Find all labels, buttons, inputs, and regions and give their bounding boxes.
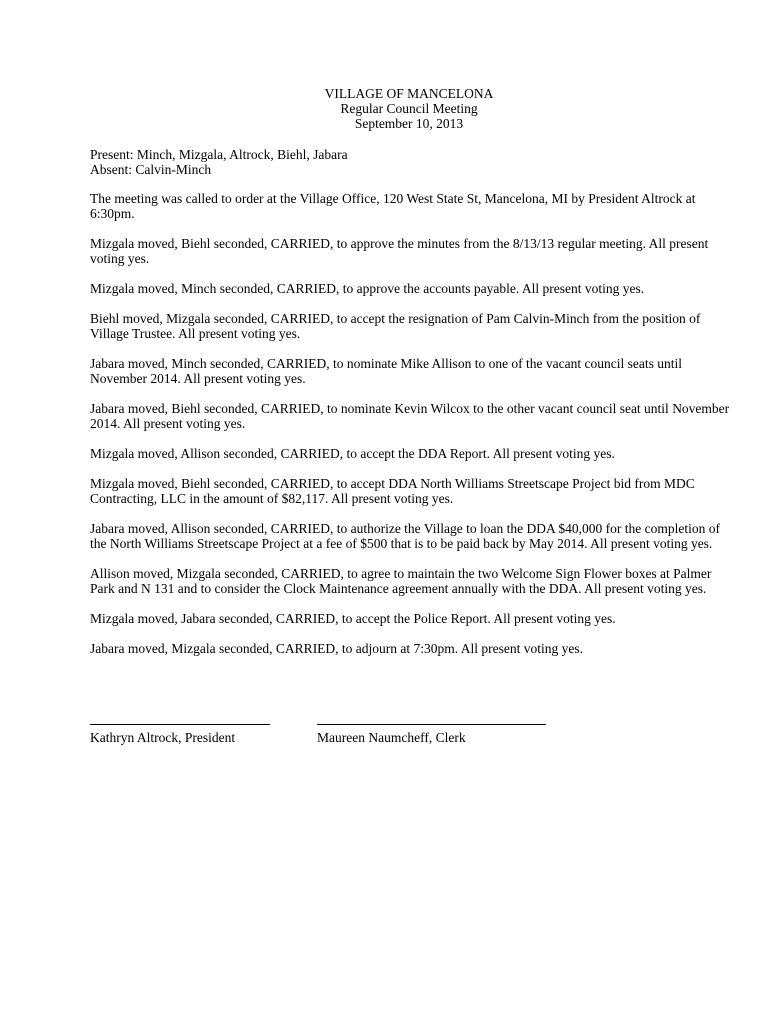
paragraph-dda-loan: Jabara moved, Allison seconded, CARRIED, to authorize the Village to loan the DDA $40,000 for the completion of the North Williams Streetscape Project at a fee of $500 that is to be paid back by May 2014. All present voting yes.: [90, 521, 720, 551]
paragraph-dda-report: Mizgala moved, Allison seconded, CARRIED, to accept the DDA Report. All present voting yes.: [90, 446, 615, 461]
document-title: VILLAGE OF MANCELONA: [324, 86, 494, 101]
signature-block: [90, 716, 730, 756]
clerk-signature: [317, 716, 546, 745]
paragraph-resignation: Biehl moved, Mizgala seconded, CARRIED, to accept the resignation of Pam Calvin-Minch from the position of Village Trustee. All present voting yes.: [90, 311, 701, 341]
minutes-body: [90, 147, 730, 671]
document-header: [0, 86, 770, 131]
paragraph-adjourn: Jabara moved, Mizgala seconded, CARRIED, to adjourn at 7:30pm. All present voting yes.: [90, 641, 584, 656]
paragraph-nominate-wilcox: Jabara moved, Biehl seconded, CARRIED, to nominate Kevin Wilcox to the other vacant council seat until November 2014. All present voting yes.: [90, 401, 730, 431]
clerk-signature-line: [317, 724, 546, 725]
present-line: Present: Minch, Mizgala, Altrock, Biehl, Jabara: [90, 147, 348, 162]
attendance-block: [90, 147, 730, 177]
document-subtitle: Regular Council Meeting: [340, 101, 478, 116]
paragraph-flower-boxes: Allison moved, Mizgala seconded, CARRIED, to agree to maintain the two Welcome Sign Flower boxes at Palmer Park and N 131 and to consider the Clock Maintenance agreement annually with the DDA. All present voting yes.: [90, 566, 712, 596]
president-signature: [90, 716, 270, 745]
absent-line: Absent: Calvin-Minch: [90, 162, 212, 177]
paragraph-nominate-allison: Jabara moved, Minch seconded, CARRIED, to nominate Mike Allison to one of the vacant council seats until November 2014. All present voting yes.: [90, 356, 683, 386]
clerk-name: Maureen Naumcheff, Clerk: [317, 730, 466, 745]
paragraph-streetscape-bid: Mizgala moved, Biehl seconded, CARRIED, to accept DDA North Williams Streetscape Project bid from MDC Contracting, LLC in the amount of $82,117. All present voting yes.: [90, 476, 695, 506]
paragraph-police-report: Mizgala moved, Jabara seconded, CARRIED, to accept the Police Report. All present voting yes.: [90, 611, 616, 626]
paragraph-accounts-payable: Mizgala moved, Minch seconded, CARRIED, to approve the accounts payable. All present voting yes.: [90, 281, 645, 296]
paragraph-minutes-approval: Mizgala moved, Biehl seconded, CARRIED, to approve the minutes from the 8/13/13 regular meeting. All present voting yes.: [90, 236, 709, 266]
document-date: September 10, 2013: [354, 116, 464, 131]
paragraph-call-to-order: The meeting was called to order at the Village Office, 120 West State St, Mancelona, MI by President Altrock at 6:30pm.: [90, 191, 696, 221]
president-signature-line: [90, 724, 270, 725]
president-name: Kathryn Altrock, President: [90, 730, 236, 745]
